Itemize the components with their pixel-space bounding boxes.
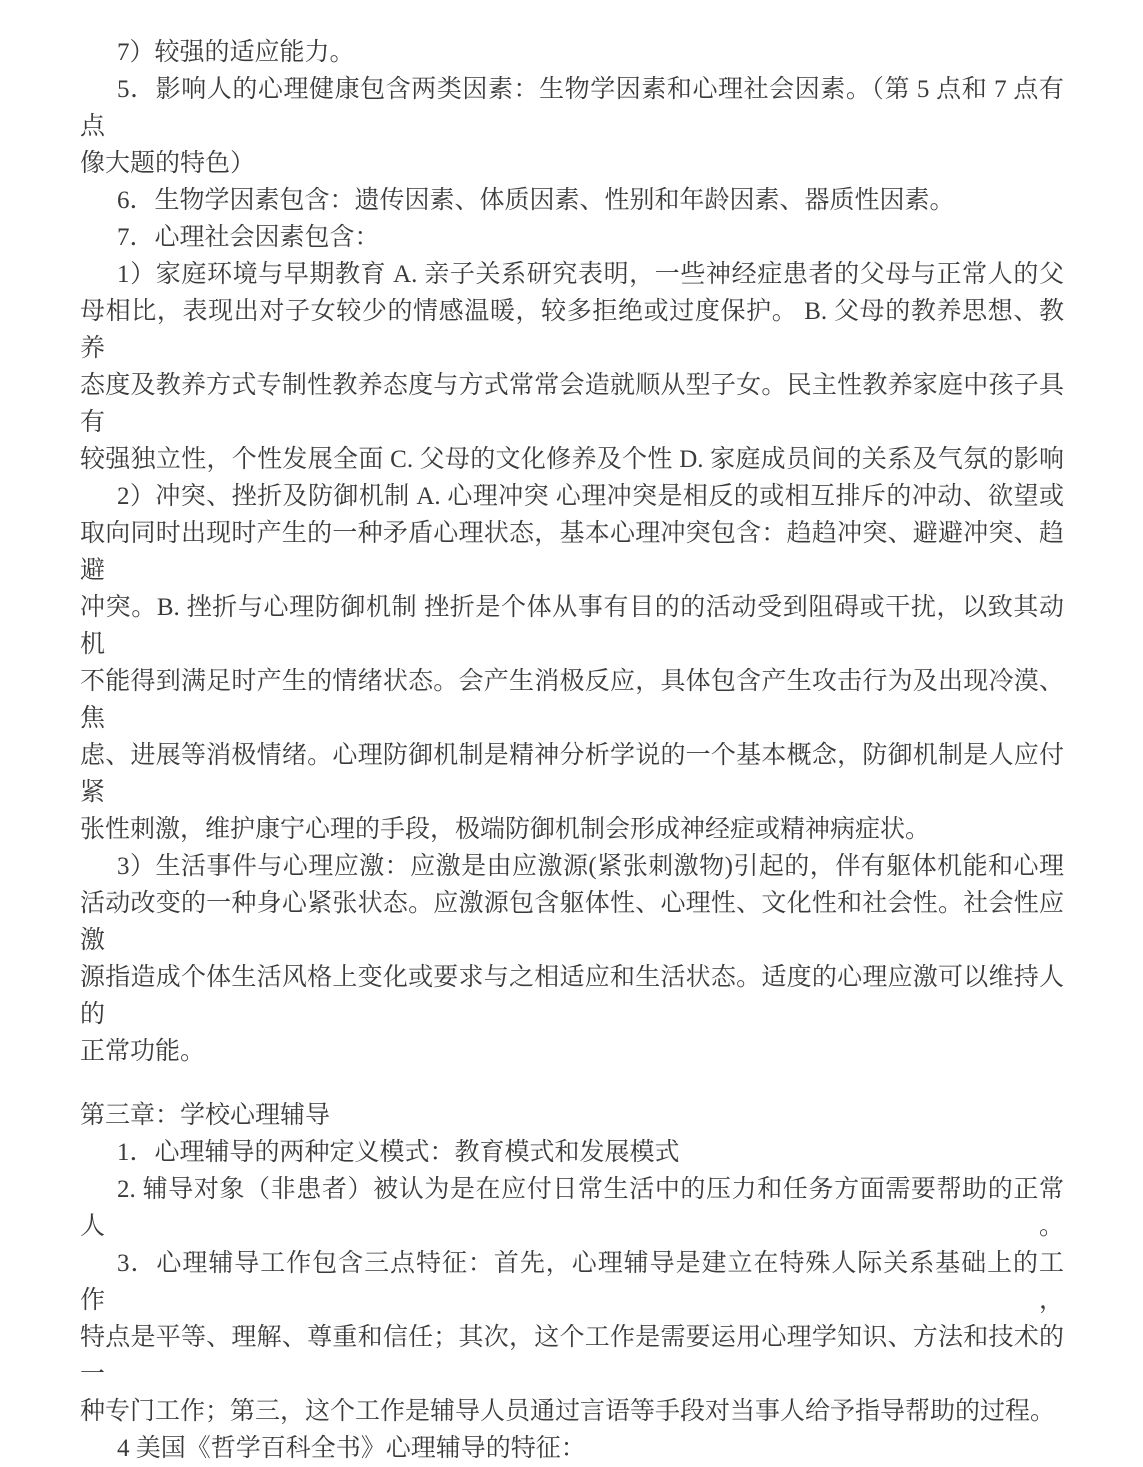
text-line: 4 美国《哲学百科全书》心理辅导的特征：: [117, 1435, 586, 1462]
text-line: 活动改变的一种身心紧张状态。应激源包含躯体性、心理性、文化性和社会性。社会性应激: [80, 890, 1064, 954]
text-line: 虑、进展等消极情绪。心理防御机制是精神分析学说的一个基本概念，防御机制是人应付紧: [80, 742, 1064, 806]
chapter-heading: 第三章：学校心理辅导: [80, 1102, 331, 1129]
text-line: 2. 辅导对象（非患者）被认为是在应付日常生活中的压力和任务方面需要帮助的正常人。: [80, 1176, 1064, 1240]
text-line: 源指造成个体生活风格上变化或要求与之相适应和生活状态。适度的心理应激可以维持人的: [80, 964, 1064, 1028]
document-body: [80, 34, 1064, 1467]
text-line: 不能得到满足时产生的情绪状态。会产生消极反应，具体包含产生攻击行为及出现冷漠、焦: [80, 668, 1064, 732]
text-line: 正常功能。: [80, 1038, 206, 1065]
text-line: 较强独立性，个性发展全面 C. 父母的文化修养及个性 D. 家庭成员间的关系及气氛的影响: [80, 446, 1064, 473]
text-line: 特点是平等、理解、尊重和信任；其次，这个工作是需要运用心理学知识、方法和技术的一: [80, 1324, 1064, 1388]
text-line: 取向同时出现时产生的一种矛盾心理状态，基本心理冲突包含：趋趋冲突、避避冲突、趋避: [80, 520, 1064, 584]
text-line: 5．影响人的心理健康包含两类因素：生物学因素和心理社会因素。（第 5 点和 7 点有点: [80, 76, 1064, 140]
text-line: 3．心理辅导工作包含三点特征：首先，心理辅导是建立在特殊人际关系基础上的工作，: [80, 1250, 1064, 1314]
text-line: 种专门工作；第三，这个工作是辅导人员通过言语等手段对当事人给予指导帮助的过程。: [80, 1398, 1056, 1425]
text-line: 像大题的特色）: [80, 150, 256, 177]
text-line: 6．生物学因素包含：遗传因素、体质因素、性别和年龄因素、器质性因素。: [117, 187, 955, 214]
text-line: 母相比，表现出对子女较少的情感温暖，较多拒绝或过度保护。 B. 父母的教养思想、教养: [80, 298, 1064, 362]
text-line: 态度及教养方式专制性教养态度与方式常常会造就顺从型子女。民主性教养家庭中孩子具有: [80, 372, 1064, 436]
text-line: 冲突。B. 挫折与心理防御机制 挫折是个体从事有目的的活动受到阻碍或干扰，以致其动机: [80, 594, 1064, 658]
text-line: 2）冲突、挫折及防御机制 A. 心理冲突 心理冲突是相反的或相互排斥的冲动、欲望或: [117, 483, 1064, 510]
text-line: 3）生活事件与心理应激：应激是由应激源(紧张刺激物)引起的，伴有躯体机能和心理: [117, 853, 1064, 880]
text-line: 1）家庭环境与早期教育 A. 亲子关系研究表明，一些神经症患者的父母与正常人的父: [117, 261, 1064, 288]
text-line: 7．心理社会因素包含：: [117, 224, 380, 251]
text-line: 张性刺激，维护康宁心理的手段，极端防御机制会形成神经症或精神病症状。: [80, 816, 931, 843]
paragraph-spacer: [80, 1070, 1064, 1097]
text-line: 1．心理辅导的两种定义模式：教育模式和发展模式: [117, 1139, 680, 1166]
text-line: 7）较强的适应能力。: [117, 39, 355, 66]
